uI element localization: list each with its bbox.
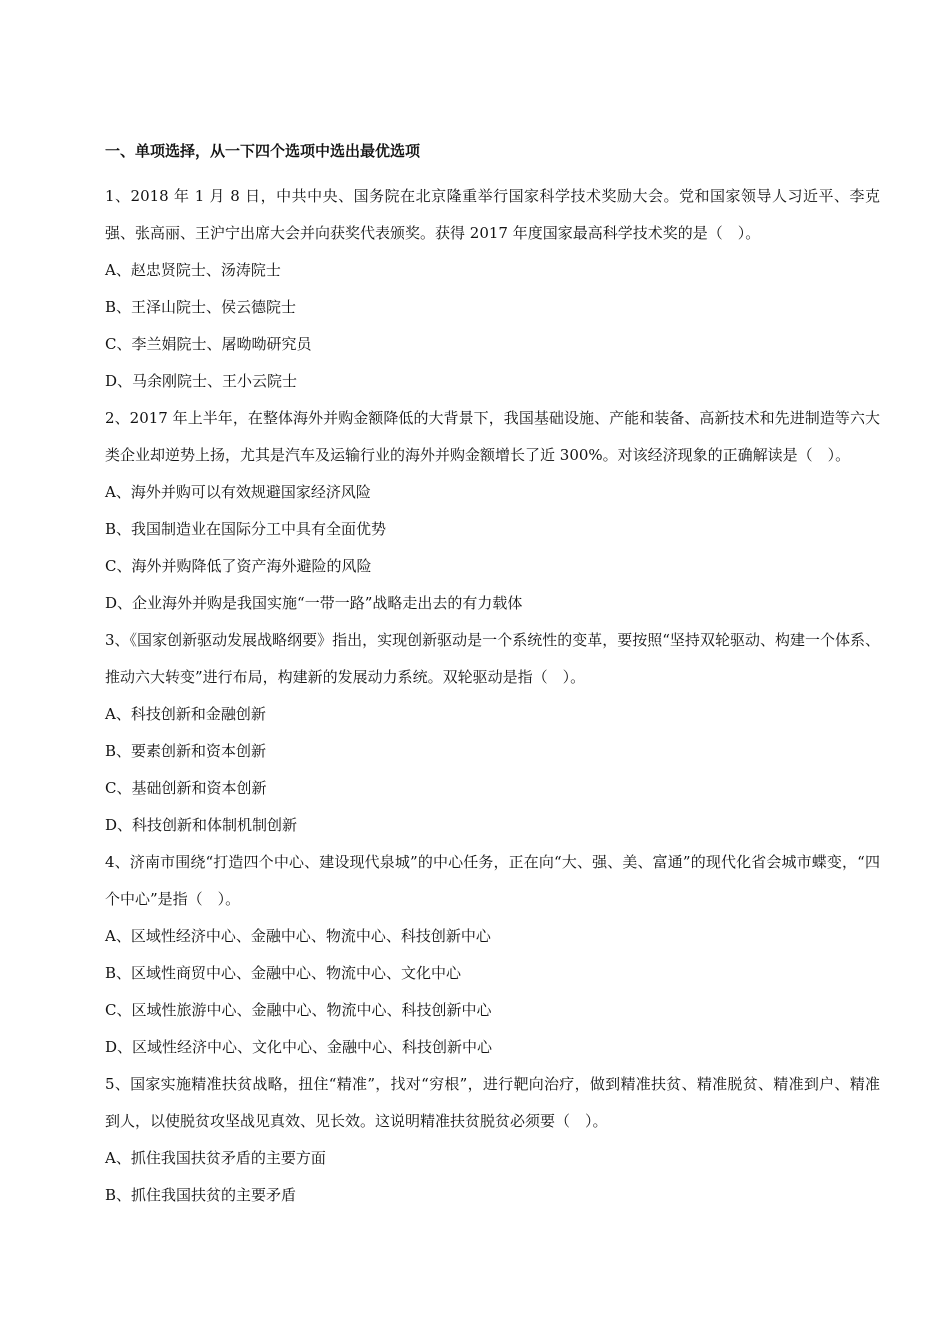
option-b: B、区域性商贸中心、金融中心、物流中心、文化中心 [105, 964, 462, 982]
option-a: A、区域性经济中心、金融中心、物流中心、科技创新中心 [105, 927, 491, 945]
option-c: C、基础创新和资本创新 [105, 779, 267, 797]
question-stem: 2、2017 年上半年，在整体海外并购金额降低的大背景下，我国基础设施、产能和装备、高新技术和先进制造等六大类企业却逆势上扬，尤其是汽车及运输行业的海外并购金额增长了近 300%。对该经济现象的正确解读是（ ）。 [105, 409, 880, 464]
option-c: C、海外并购降低了资产海外避险的风险 [105, 557, 372, 575]
question-4 [105, 844, 880, 1066]
question-5 [105, 1066, 880, 1214]
question-stem: 1、2018 年 1 月 8 日，中共中央、国务院在北京隆重举行国家科学技术奖励大会。党和国家领导人习近平、李克强、张高丽、王沪宁出席大会并向获奖代表颁奖。获得 2017 年度国家最高科学技术奖的是（ ）。 [105, 187, 880, 242]
question-stem: 5、国家实施精准扶贫战略，扭住“精准”，找对“穷根”，进行靶向治疗，做到精准扶贫、精准脱贫、精准到户、精准到人，以使脱贫攻坚战见真效、见长效。这说明精准扶贫脱贫必须要（ ）。 [105, 1075, 880, 1130]
option-b: B、抓住我国扶贫的主要矛盾 [105, 1186, 297, 1204]
option-a: A、海外并购可以有效规避国家经济风险 [105, 483, 371, 501]
question-stem: 4、济南市围绕“打造四个中心、建设现代泉城”的中心任务，正在向“大、强、美、富通”的现代化省会城市蝶变，“四个中心”是指（ ）。 [105, 853, 880, 908]
option-d: D、区域性经济中心、文化中心、金融中心、科技创新中心 [105, 1038, 493, 1056]
option-b: B、要素创新和资本创新 [105, 742, 267, 760]
question-3 [105, 622, 880, 844]
option-c: C、李兰娟院士、屠呦呦研究员 [105, 335, 312, 353]
question-1 [105, 178, 880, 400]
question-stem: 3、《国家创新驱动发展战略纲要》指出，实现创新驱动是一个系统性的变革，要按照“坚持双轮驱动、构建一个体系、推动六大转变”进行布局，构建新的发展动力系统。双轮驱动是指（ ）。 [105, 631, 880, 686]
question-2 [105, 400, 880, 622]
option-d: D、马余刚院士、王小云院士 [105, 372, 298, 390]
document-content [105, 141, 880, 1214]
option-a: A、赵忠贤院士、汤涛院士 [105, 261, 281, 279]
option-b: B、王泽山院士、侯云德院士 [105, 298, 297, 316]
option-d: D、企业海外并购是我国实施“一带一路”战略走出去的有力载体 [105, 594, 523, 612]
option-b: B、我国制造业在国际分工中具有全面优势 [105, 520, 387, 538]
section-title: 一、单项选择，从一下四个选项中选出最优选项 [105, 142, 421, 160]
option-c: C、区域性旅游中心、金融中心、物流中心、科技创新中心 [105, 1001, 492, 1019]
option-a: A、科技创新和金融创新 [105, 705, 266, 723]
option-d: D、科技创新和体制机制创新 [105, 816, 298, 834]
option-a: A、抓住我国扶贫矛盾的主要方面 [105, 1149, 326, 1167]
